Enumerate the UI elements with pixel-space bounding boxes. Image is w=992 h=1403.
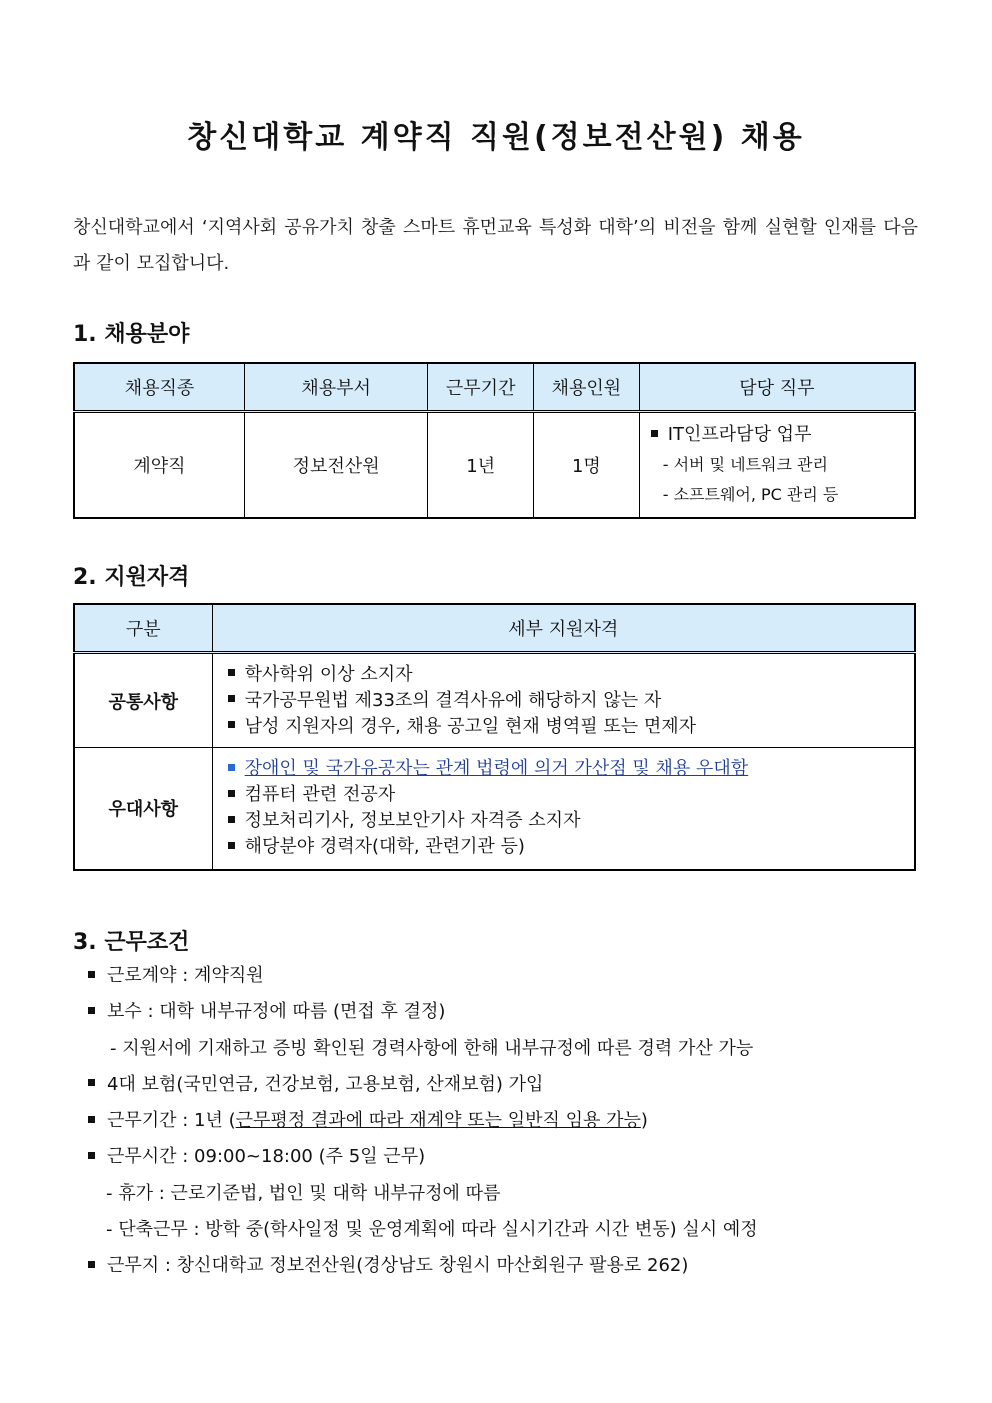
work-conditions-list — [88, 958, 928, 1285]
header-category: 구분 — [74, 604, 212, 653]
list-sub-item: - 휴가 : 근로기준법, 법인 및 대학 내부규정에 따름 — [106, 1182, 501, 1204]
period-underlined-text: 근무평정 결과에 따라 재계약 또는 일반직 임용 가능 — [235, 1110, 641, 1132]
square-bullet-icon — [228, 669, 235, 676]
list-item: 해당분야 경력자(대학, 관련기관 등) — [228, 834, 899, 860]
cell-department: 정보전산원 — [244, 412, 427, 519]
intro-paragraph: 창신대학교에서 ‘지역사회 공유가치 창출 스마트 휴먼교육 특성화 대학’의 비전을 함께 실현할 인재를 다음과 같이 모집합니다. — [73, 217, 918, 274]
cell-preference-items — [212, 748, 915, 870]
header-job-type: 채용직종 — [74, 363, 244, 412]
duty-sub-item: - 소프트웨어, PC 관리 등 — [662, 485, 839, 504]
cell-period: 1년 — [428, 412, 534, 519]
section-heading-qualifications: 2. 지원자격 — [73, 565, 190, 590]
preference-link-text[interactable]: 장애인 및 국가유공자는 관계 법령에 의거 가산점 및 채용 우대함 — [244, 758, 749, 780]
square-bullet-icon — [228, 790, 235, 797]
cell-headcount: 1명 — [534, 412, 640, 519]
header-headcount: 채용인원 — [534, 363, 640, 412]
square-bullet-icon — [228, 695, 235, 702]
square-bullet-icon — [88, 1261, 95, 1268]
list-item: 4대 보험(국민연금, 건강보험, 고용보험, 산재보험) 가입 — [88, 1067, 928, 1103]
table-row — [74, 653, 915, 748]
square-bullet-icon — [88, 971, 95, 978]
list-item — [228, 756, 899, 782]
table-header-row — [74, 604, 915, 653]
list-item: 컴퓨터 관련 전공자 — [228, 782, 899, 808]
cell-common-items — [212, 653, 915, 748]
cell-duty — [639, 412, 915, 519]
table-row — [74, 748, 915, 870]
table-header-row — [74, 363, 915, 412]
square-bullet-icon — [88, 1079, 95, 1086]
cell-job-type: 계약직 — [74, 412, 244, 519]
list-item: 근로계약 : 계약직원 — [88, 958, 928, 994]
recruitment-field-table — [73, 362, 916, 519]
square-bullet-icon — [228, 764, 235, 771]
duty-main-item: IT인프라담당 업무 — [651, 420, 903, 450]
square-bullet-icon — [651, 430, 658, 437]
square-bullet-icon — [88, 1116, 95, 1123]
square-bullet-icon — [228, 721, 235, 728]
header-duty: 담당 직무 — [639, 363, 915, 412]
list-item: 국가공무원법 제33조의 결격사유에 해당하지 않는 자 — [228, 688, 899, 714]
square-bullet-icon — [88, 1007, 95, 1014]
page-title: 창신대학교 계약직 직원(정보전산원) 채용 — [187, 120, 805, 155]
header-department: 채용부서 — [244, 363, 427, 412]
duty-sub-item: - 서버 및 네트워크 관리 — [662, 455, 828, 474]
list-item: 남성 지원자의 경우, 채용 공고일 현재 병역필 또는 면제자 — [228, 714, 899, 740]
header-period: 근무기간 — [428, 363, 534, 412]
list-item: 근무시간 : 09:00~18:00 (주 5일 근무) — [88, 1139, 928, 1175]
list-sub-item: - 단축근무 : 방학 중(학사일정 및 운영계획에 따라 실시기간과 시간 변동) 실시 예정 — [106, 1219, 758, 1241]
square-bullet-icon — [88, 1152, 95, 1159]
qualifications-table — [73, 603, 916, 871]
list-item: 학사학위 이상 소지자 — [228, 662, 899, 688]
header-detail-qualifications: 세부 지원자격 — [212, 604, 915, 653]
list-item: 정보처리기사, 정보보안기사 자격증 소지자 — [228, 808, 899, 834]
square-bullet-icon — [228, 842, 235, 849]
list-item: 근무기간 : 1년 (근무평정 결과에 따라 재계약 또는 일반직 임용 가능) — [88, 1103, 928, 1139]
section-heading-work-conditions: 3. 근무조건 — [73, 930, 190, 955]
list-sub-item: - 지원서에 기재하고 증빙 확인된 경력사항에 한해 내부규정에 따른 경력 가산 가능 — [110, 1037, 754, 1059]
square-bullet-icon — [228, 816, 235, 823]
cell-common-label: 공통사항 — [74, 653, 212, 748]
table-row — [74, 412, 915, 519]
list-item: 근무지 : 창신대학교 정보전산원(경상남도 창원시 마산회원구 팔용로 262) — [88, 1248, 928, 1284]
section-heading-recruitment-field: 1. 채용분야 — [73, 322, 190, 347]
cell-preference-label: 우대사항 — [74, 748, 212, 870]
list-item: 보수 : 대학 내부규정에 따름 (면접 후 결정) — [88, 994, 928, 1030]
